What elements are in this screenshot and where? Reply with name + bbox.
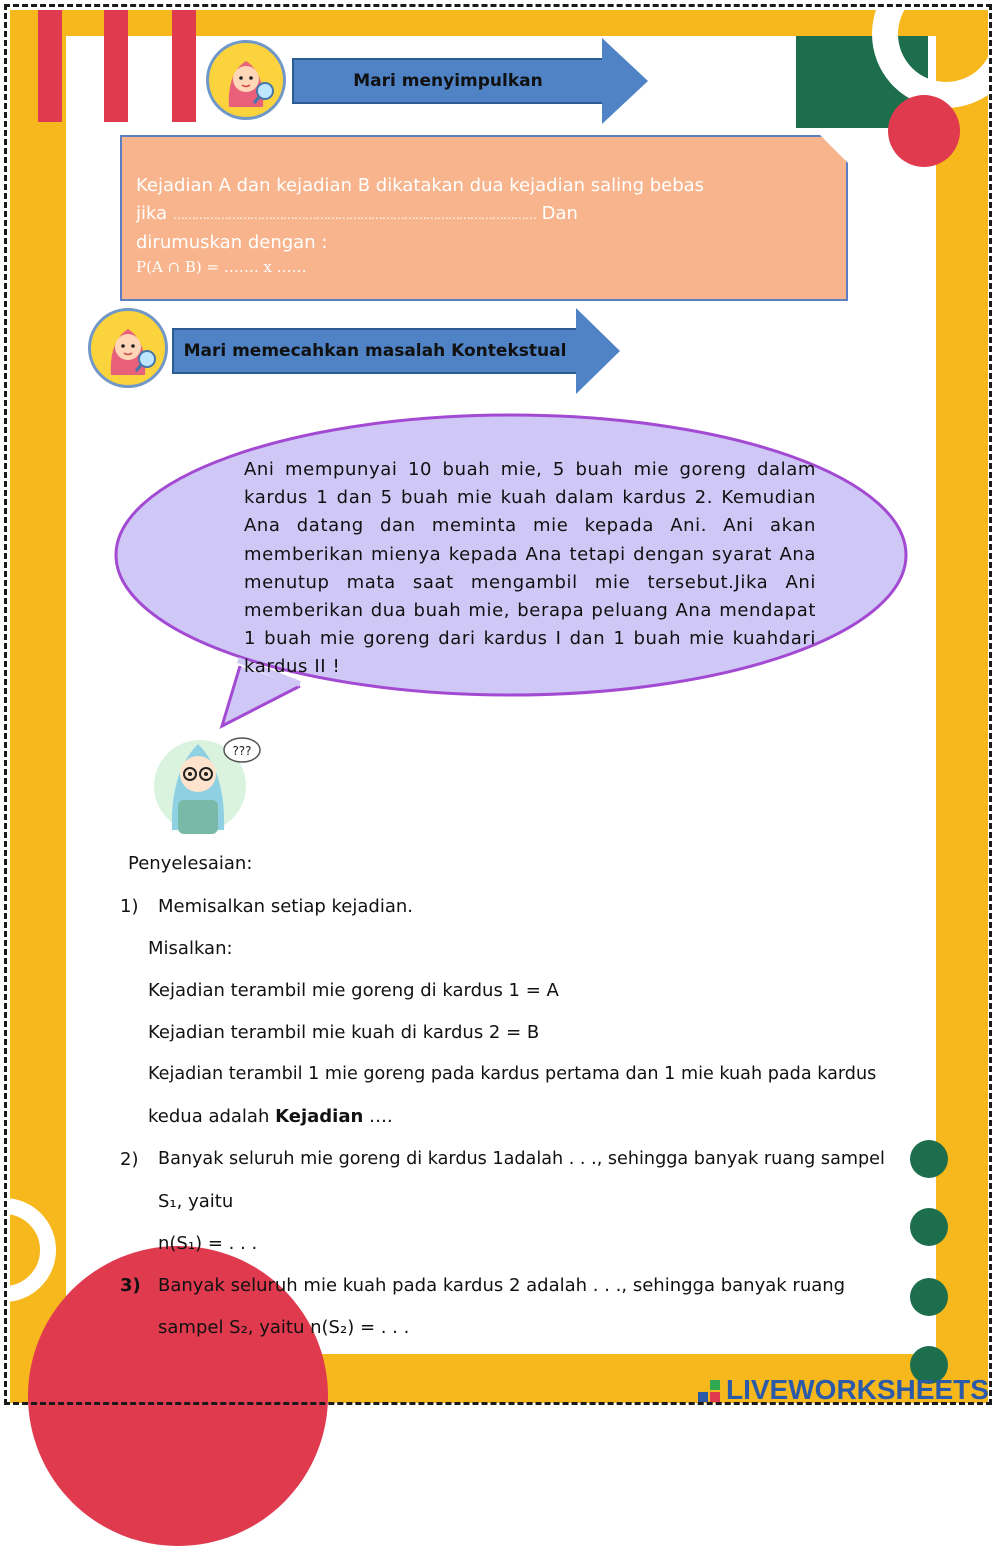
brand-watermark[interactable]: LIVEWORKSHEETS <box>726 1374 989 1405</box>
problem-text: Ani mempunyai 10 buah mie, 5 buah mie goreng dalam kardus 1 dan 5 buah mie kuah dalam kardus 2. Kemudian Ana datang dan meminta mie kepada Ani. Ani akan memberikan mienya kepada Ana tetapi dengan syarat Ana menutup mata saat mengambil mie tersebut.Jika Ani memberikan dua buah mie, berapa peluang Ana mendapat 1 buah mie goreng dari kardus I dan 1 buah mie kuahdari kardus II ! <box>244 459 816 678</box>
thought-text: ??? <box>232 744 252 758</box>
arrow-head-icon <box>602 38 648 124</box>
conclusion-text <box>136 172 776 257</box>
step3-text: Banyak seluruh mie kuah pada kardus 2 adalah . . ., sehingga banyak ruang <box>158 1275 846 1296</box>
conclusion-line2-start: jika <box>136 203 168 224</box>
conclusion-line1: Kejadian A dan kejadian B dikatakan dua kejadian saling bebas <box>136 175 705 196</box>
combo-line-2 <box>148 1106 393 1127</box>
combo-line: Kejadian terambil 1 mie goreng pada kardus pertama dan 1 mie kuah pada kardus <box>148 1064 877 1084</box>
step1-text: Memisalkan setiap kejadian. <box>158 896 413 917</box>
step2-formula: n(S₁) = . . . <box>158 1233 258 1254</box>
step2-text: Banyak seluruh mie goreng di kardus 1adalah . . ., sehingga banyak ruang sampel <box>158 1149 885 1169</box>
arrow-head-icon <box>576 308 620 394</box>
girl-avatar-icon <box>88 308 168 388</box>
combo-start: kedua adalah <box>148 1106 270 1127</box>
thinking-girl-icon <box>150 730 265 840</box>
event-a: Kejadian terambil mie goreng di kardus 1 = A <box>148 980 559 1001</box>
header-banner <box>172 328 578 374</box>
header-title: Mari menyimpulkan <box>353 71 543 91</box>
combo-bold: Kejadian <box>275 1106 364 1127</box>
step-number: 3) <box>120 1275 141 1296</box>
girl-avatar-icon <box>206 40 286 120</box>
conclusion-formula: P(A ∩ B) = ……. x …… <box>136 258 307 276</box>
liveworksheets-logo-icon <box>698 1380 720 1402</box>
header-title: Mari memecahkan masalah Kontekstual <box>183 341 567 361</box>
step3-continuation: sampel S₂, yaitu n(S₂) = . . . <box>158 1317 410 1338</box>
header-banner <box>292 58 604 104</box>
blank-dots: ……………………………………………………………………………………… <box>172 208 536 222</box>
conclusion-line2-end: Dan <box>541 203 578 224</box>
step-number: 1) <box>120 896 139 917</box>
solution-heading: Penyelesaian: <box>128 853 253 874</box>
conclusion-line3: dirumuskan dengan : <box>136 232 328 253</box>
step2-continuation: S₁, yaitu <box>158 1191 234 1212</box>
event-b: Kejadian terambil mie kuah di kardus 2 = B <box>148 1022 540 1043</box>
misalkan-label: Misalkan: <box>148 938 233 959</box>
blank-dots: …. <box>369 1106 393 1127</box>
step-number: 2) <box>120 1149 139 1170</box>
conclusion-line2 <box>136 200 776 229</box>
